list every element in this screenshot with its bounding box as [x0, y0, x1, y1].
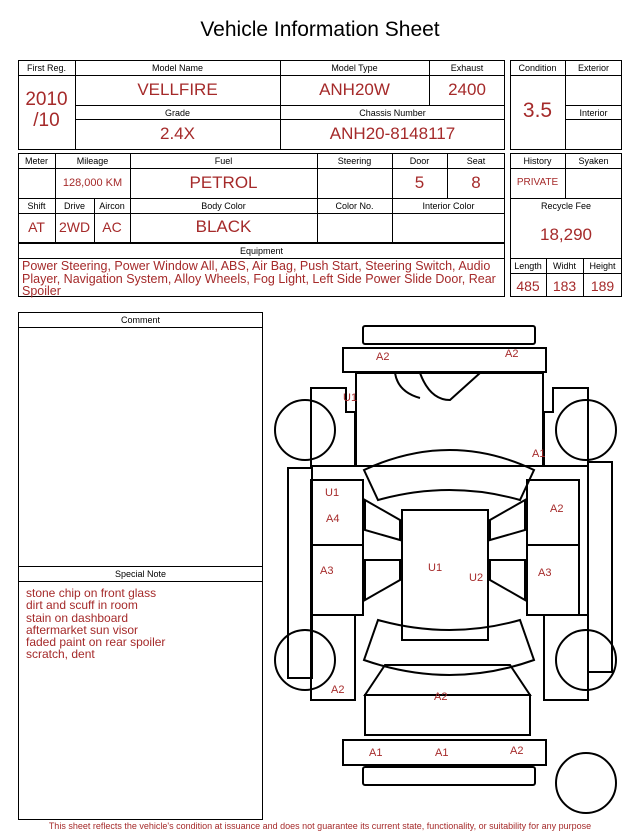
- color-no-label: Color No.: [335, 201, 374, 211]
- comment-label: Comment: [120, 315, 160, 325]
- damage-mark: U1: [325, 487, 340, 499]
- door-value: 5: [414, 173, 425, 192]
- special-notes-list: [26, 587, 165, 661]
- damage-mark: A3: [538, 567, 552, 579]
- height-label: Height: [589, 261, 616, 271]
- damage-mark: U1: [343, 392, 358, 404]
- fuel-label: Fuel: [214, 156, 233, 166]
- special-note-label: Special Note: [114, 569, 167, 579]
- chassis-label: Chassis Number: [359, 108, 426, 118]
- damage-mark: A2: [550, 503, 564, 515]
- length-value: 485: [516, 278, 540, 294]
- recycle-fee-label: Recycle Fee: [540, 201, 592, 211]
- damage-mark: A4: [326, 513, 340, 525]
- special-note-item: stone chip on front glass: [26, 586, 157, 600]
- mileage-value: 128,000 KM: [62, 177, 123, 189]
- drive-label: Drive: [63, 201, 85, 211]
- chassis-value: ANH20-8148117: [329, 124, 456, 143]
- first-reg-year: 2010: [25, 89, 68, 110]
- special-note-item: faded paint on rear spoiler: [26, 635, 166, 650]
- history-value: PRIVATE: [516, 177, 559, 188]
- damage-mark: A2: [510, 745, 524, 757]
- special-note-item: aftermarket sun visor: [26, 622, 139, 637]
- damage-mark: A1: [369, 747, 383, 759]
- damage-mark: A2: [505, 348, 519, 360]
- damage-mark: A1: [532, 448, 546, 460]
- shift-value: AT: [28, 219, 45, 235]
- history-label: History: [523, 156, 552, 166]
- height-value: 189: [590, 278, 615, 294]
- equipment-list: Power Steering, Power Window All, ABS, Air Bag, Push Start, Steering Switch, Audio Player, Navigation System, Alloy Wheels, Fog Light, Left Side Power Slide Door, Rear Spoiler: [22, 259, 496, 298]
- first-reg-month: /10: [33, 110, 60, 131]
- car-damage-diagram: [270, 320, 630, 820]
- body-color-label: Body Color: [201, 201, 246, 211]
- condition-label: Condition: [518, 63, 557, 73]
- recycle-fee-value: 18,290: [540, 225, 592, 244]
- damage-mark: A2: [331, 684, 345, 696]
- shift-label: Shift: [27, 201, 46, 211]
- drive-value: 2WD: [58, 219, 91, 235]
- special-note-item: dirt and scuff in room: [26, 598, 138, 613]
- mileage-label: Mileage: [76, 156, 109, 166]
- syaken-label: Syaken: [578, 156, 609, 166]
- width-value: 183: [552, 278, 577, 294]
- model-type-label: Model Type: [331, 63, 378, 73]
- page-title: Vehicle Information Sheet: [200, 18, 440, 41]
- condition-value: 3.5: [522, 99, 553, 122]
- grade-value: 2.4X: [160, 124, 195, 143]
- steering-label: Steering: [337, 156, 372, 166]
- grade-label: Grade: [164, 108, 190, 118]
- damage-mark: U2: [469, 572, 484, 584]
- aircon-value: AC: [102, 219, 122, 235]
- exhaust-value: 2400: [448, 80, 486, 99]
- body-color-value: BLACK: [195, 217, 252, 236]
- seat-label: Seat: [466, 156, 486, 166]
- model-type-value: ANH20W: [319, 80, 390, 99]
- damage-mark: A3: [320, 565, 334, 577]
- model-name-label: Model Name: [151, 63, 204, 73]
- seat-value: 8: [471, 173, 481, 192]
- first-reg-label: First Reg.: [26, 63, 66, 73]
- disclaimer-footer: This sheet reflects the vehicle's condition at issuance and does not guarantee its current state, functionality, or suitability for any purpose: [48, 821, 592, 831]
- special-note-item: stain on dashboard: [26, 610, 129, 625]
- width-label: Widht: [552, 261, 576, 271]
- exhaust-label: Exhaust: [450, 63, 484, 73]
- model-name-value: VELLFIRE: [137, 80, 218, 99]
- fuel-value: PETROL: [189, 173, 258, 192]
- meter-label: Meter: [24, 156, 48, 166]
- damage-mark: A2: [434, 691, 448, 703]
- damage-mark: A1: [435, 747, 449, 759]
- special-note-item: scratch, dent: [26, 647, 95, 662]
- length-label: Length: [514, 261, 542, 271]
- exterior-label: Exterior: [577, 63, 609, 73]
- interior-label: Interior: [579, 108, 608, 118]
- damage-mark: U1: [428, 562, 443, 574]
- door-label: Door: [409, 156, 430, 166]
- aircon-label: Aircon: [99, 201, 125, 211]
- damage-mark: A2: [376, 351, 390, 363]
- interior-color-label: Interior Color: [422, 201, 475, 211]
- equipment-label: Equipment: [239, 246, 284, 256]
